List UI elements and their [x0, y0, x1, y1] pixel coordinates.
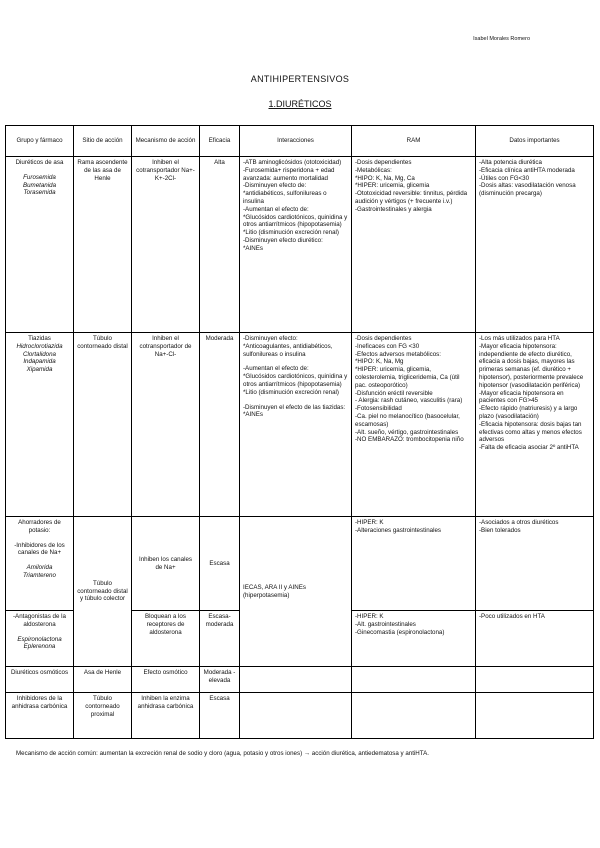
site-cell: Túbulo contorneado distal y túbulo colector: [74, 517, 132, 667]
cell-line: IECAS, ARA II y AINEs: [243, 583, 306, 591]
site-cell: Túbulo contorneado proximal: [74, 693, 132, 739]
group-cell: [6, 517, 74, 611]
cell-line: -Gastrointestinales y alergia: [355, 205, 432, 213]
cell-line: -Mayor eficacia hipotensora en pacientes con FG>45: [479, 389, 564, 405]
cell-line: -Dosis dependientes: [355, 335, 412, 342]
cell-line: (hiperpotasemia): [243, 591, 290, 599]
drug-name: Torasemida: [23, 189, 56, 197]
ram-cell: [352, 333, 476, 517]
mechanism-cell: Efecto osmótico: [132, 667, 200, 693]
cell-line: -ATB aminoglicósidos (ototoxicidad): [243, 159, 342, 166]
drug-name: Eplerenona: [23, 643, 56, 651]
cell-line: -Fotosensibilidad: [355, 405, 402, 413]
column-header: Eficacia: [200, 126, 240, 157]
cell-line: -Aumentan el efecto de:: [243, 205, 309, 213]
cell-line: -Ginecomastia (espironolactona): [355, 628, 445, 636]
cell-line: -Disminuyen efecto de:: [243, 182, 307, 190]
site-cell: Túbulo contorneado distal: [74, 333, 132, 517]
cell-line: -Metabólicas:: [355, 166, 392, 174]
mechanism-cell: Inhiben el cotransportador de Na+-Cl-: [132, 333, 200, 517]
interactions-cell: [240, 333, 352, 517]
cell-line: -Falta de eficacia asociar 2º antiHTA: [479, 444, 579, 452]
cell-line: -Disfunción eréctil reversible: [355, 389, 433, 397]
cell-line: -Efecto rápido (natriuresis) y a largo plazo (vasodilatación): [479, 405, 578, 420]
cell-line: *AINEs: [243, 244, 263, 252]
cell-line: *HIPO: K, Na, Mg, Ca: [355, 174, 415, 182]
notes-cell: [476, 667, 594, 693]
cell-line: -Asociados a otros diuréticos: [479, 519, 559, 526]
cell-line: -Alteraciones gastrointestinales: [355, 526, 441, 534]
cell-line: *antidiabéticos, sulfonilureas o insulina: [243, 190, 327, 205]
cell-line: -Disminuyen el efecto de las tiazidas:: [243, 403, 346, 411]
column-header: Sitio de acción: [74, 126, 132, 157]
notes-cell: [476, 517, 594, 611]
notes-cell: [476, 333, 594, 517]
cell-line: -Dosis altas: vasodilatación venosa (disminución precarga): [479, 182, 576, 198]
footer-note: Mecanismo de acción común: aumentan la excreción renal de sodio y cloro (agua, potasio y otros iones) → acción diurética, antiedematosa y antiHTA.: [16, 750, 429, 757]
column-header: Interacciones: [240, 126, 352, 157]
cell-line: -Ineficaces con FG <30: [355, 342, 420, 350]
cell-line: *Glucósidos cardiotónicos, quinidina y otros antiarrítmicos (hipopotasemia): [243, 373, 348, 388]
cell-line: -Los más utilizados para HTA: [479, 335, 560, 342]
efficacy-cell: Moderada: [200, 333, 240, 517]
notes-cell: [476, 693, 594, 739]
group-cell: Diuréticos osmóticos: [6, 667, 74, 693]
interactions-cell: [240, 667, 352, 693]
cell-line: *Anticoagulantes, antidiabéticos, sulfonilureas o insulina: [243, 342, 333, 358]
drug-name: Triamtereno: [23, 571, 56, 579]
notes-cell: [476, 611, 594, 667]
cell-line: -Alt. sueño, vértigo, gastrointestinales: [355, 428, 459, 436]
cell-line: -Útiles con FG<30: [479, 174, 530, 182]
interactions-cell: [240, 517, 352, 667]
cell-line: - Alergia: rash cutáneo, vasculitis (rara): [355, 397, 463, 405]
drug-name: Indapamida: [23, 358, 56, 366]
site-cell: Rama ascendente de las asa de Henle: [74, 157, 132, 333]
cell-line: -Alta potencia diurética: [479, 159, 542, 166]
cell-line: *Litio (disminución excreción renal): [243, 388, 339, 396]
mechanism-cell: Bloquean a los receptores de aldosterona: [132, 611, 200, 667]
ram-cell: [352, 517, 476, 611]
cell-line: -NO EMBARAZO: trombocitopenia niño: [355, 436, 464, 444]
cell-line: *Glucósidos cardiotónicos, quinidina y otros antiarrítmicos (hipopotasemia): [243, 213, 348, 229]
ram-cell: [352, 611, 476, 667]
table-row: [6, 693, 594, 739]
efficacy-cell: Escasa-moderada: [200, 611, 240, 667]
cell-line: -Alt. gastrointestinales: [355, 620, 416, 628]
cell-line: -Efectos adversos metabólicos:: [355, 350, 441, 358]
drug-name: Clortalidona: [22, 350, 57, 358]
drug-name: Furosemida: [23, 173, 56, 181]
interactions-cell: [240, 157, 352, 333]
efficacy-cell: Moderada - elevada: [200, 667, 240, 693]
group-cell: [6, 157, 74, 333]
column-header: Datos importantes: [476, 126, 594, 157]
cell-line: -Eficacia clínica antiHTA moderada: [479, 166, 575, 174]
page-title: ANTIHIPERTENSIVOS: [250, 74, 350, 84]
cell-line: *HIPER: uricemia, glicemia: [355, 182, 430, 190]
cell-line: -Furosemida+ risperidona + edad avanzada: aumento mortalidad: [243, 166, 335, 182]
author-name: Isabel Morales Romero: [473, 36, 530, 42]
mechanism-cell: Inhiben los canales de Na+: [132, 517, 200, 611]
ram-cell: [352, 157, 476, 333]
cell-line: -Antagonistas de la aldosterona: [13, 613, 66, 628]
cell-line: Diuréticos de asa: [15, 159, 64, 166]
drug-name: Xipamida: [26, 366, 53, 374]
column-header: Grupo y fármaco: [6, 126, 74, 157]
table-row: [6, 517, 594, 611]
ram-cell: [352, 667, 476, 693]
column-header: RAM: [352, 126, 476, 157]
drug-name: Hidroclorotiazida: [16, 342, 63, 350]
cell-line: Ahorradores de potasio:: [18, 519, 61, 534]
section-title: 1.DIURÉTICOS: [268, 99, 332, 109]
table-row: [6, 333, 594, 517]
cell-line: -Aumentan el efecto de:: [243, 365, 309, 373]
cell-line: -Mayor eficacia hipotensora: independiente de efecto diurético, eficacia a dosis bajas, mayores las primeras semanas (ef. diurético + hipotensor), posteriormente prevalece hipotensor (vasodilatación periférica): [479, 342, 584, 389]
efficacy-cell: Escasa: [200, 693, 240, 739]
column-header: Mecanismo de acción: [132, 126, 200, 157]
drug-name: Espironolactona: [17, 635, 62, 643]
cell-line: -Ca. piel no melanocítico (basocelular, escamosas): [355, 412, 460, 428]
efficacy-cell: Escasa: [200, 517, 240, 611]
cell-line: -Dosis dependientes: [355, 159, 412, 166]
drug-name: Bumetanida: [22, 181, 57, 189]
interactions-cell: [240, 693, 352, 739]
cell-line: *Litio (disminución excreción renal): [243, 229, 339, 237]
group-cell: Inhibidores de la anhidrasa carbónica: [6, 693, 74, 739]
site-cell: Asa de Henle: [74, 667, 132, 693]
cell-line: -Inhibidores de los canales de Na+: [14, 541, 65, 557]
mechanism-cell: Inhiben el cotransportador Na+-K+-2Cl-: [132, 157, 200, 333]
drug-name: Amilorida: [26, 564, 53, 572]
cell-line: -Ototoxicidad reversible: tinnitus, pérdida audición y vértigos (+ frecuente i.v.): [355, 190, 468, 205]
group-cell: [6, 333, 74, 517]
cell-line: *HIPER: uricemia, glicemia, colesterolemia, trigliceridemia, Ca (útil pac. osteoporótico): [355, 366, 460, 389]
efficacy-cell: Alta: [200, 157, 240, 333]
cell-line: *HIPO: K, Na, Mg: [355, 358, 404, 366]
cell-line: -Eficacia hipotensora: dosis bajas tan efectivas como altas y menos efectos adversos: [479, 420, 582, 444]
cell-line: *AINEs: [243, 411, 263, 419]
cell-line: -Disminuyen efecto:: [243, 335, 298, 342]
table-header-row: [6, 126, 594, 157]
table-row: [6, 667, 594, 693]
table-row: [6, 157, 594, 333]
diuretics-table: [5, 125, 594, 739]
cell-line: -HIPER: K: [355, 519, 384, 526]
cell-line: -HIPER: K: [355, 613, 384, 620]
ram-cell: [352, 693, 476, 739]
cell-line: -Bien tolerados: [479, 526, 521, 534]
notes-cell: [476, 157, 594, 333]
cell-line: -Poco utilizados en HTA: [479, 613, 545, 620]
mechanism-cell: Inhiben la enzima anhidrasa carbónica: [132, 693, 200, 739]
group-cell: [6, 611, 74, 667]
cell-line: -Disminuyen efecto diurético:: [243, 236, 323, 244]
cell-line: Tiazidas: [28, 335, 51, 342]
